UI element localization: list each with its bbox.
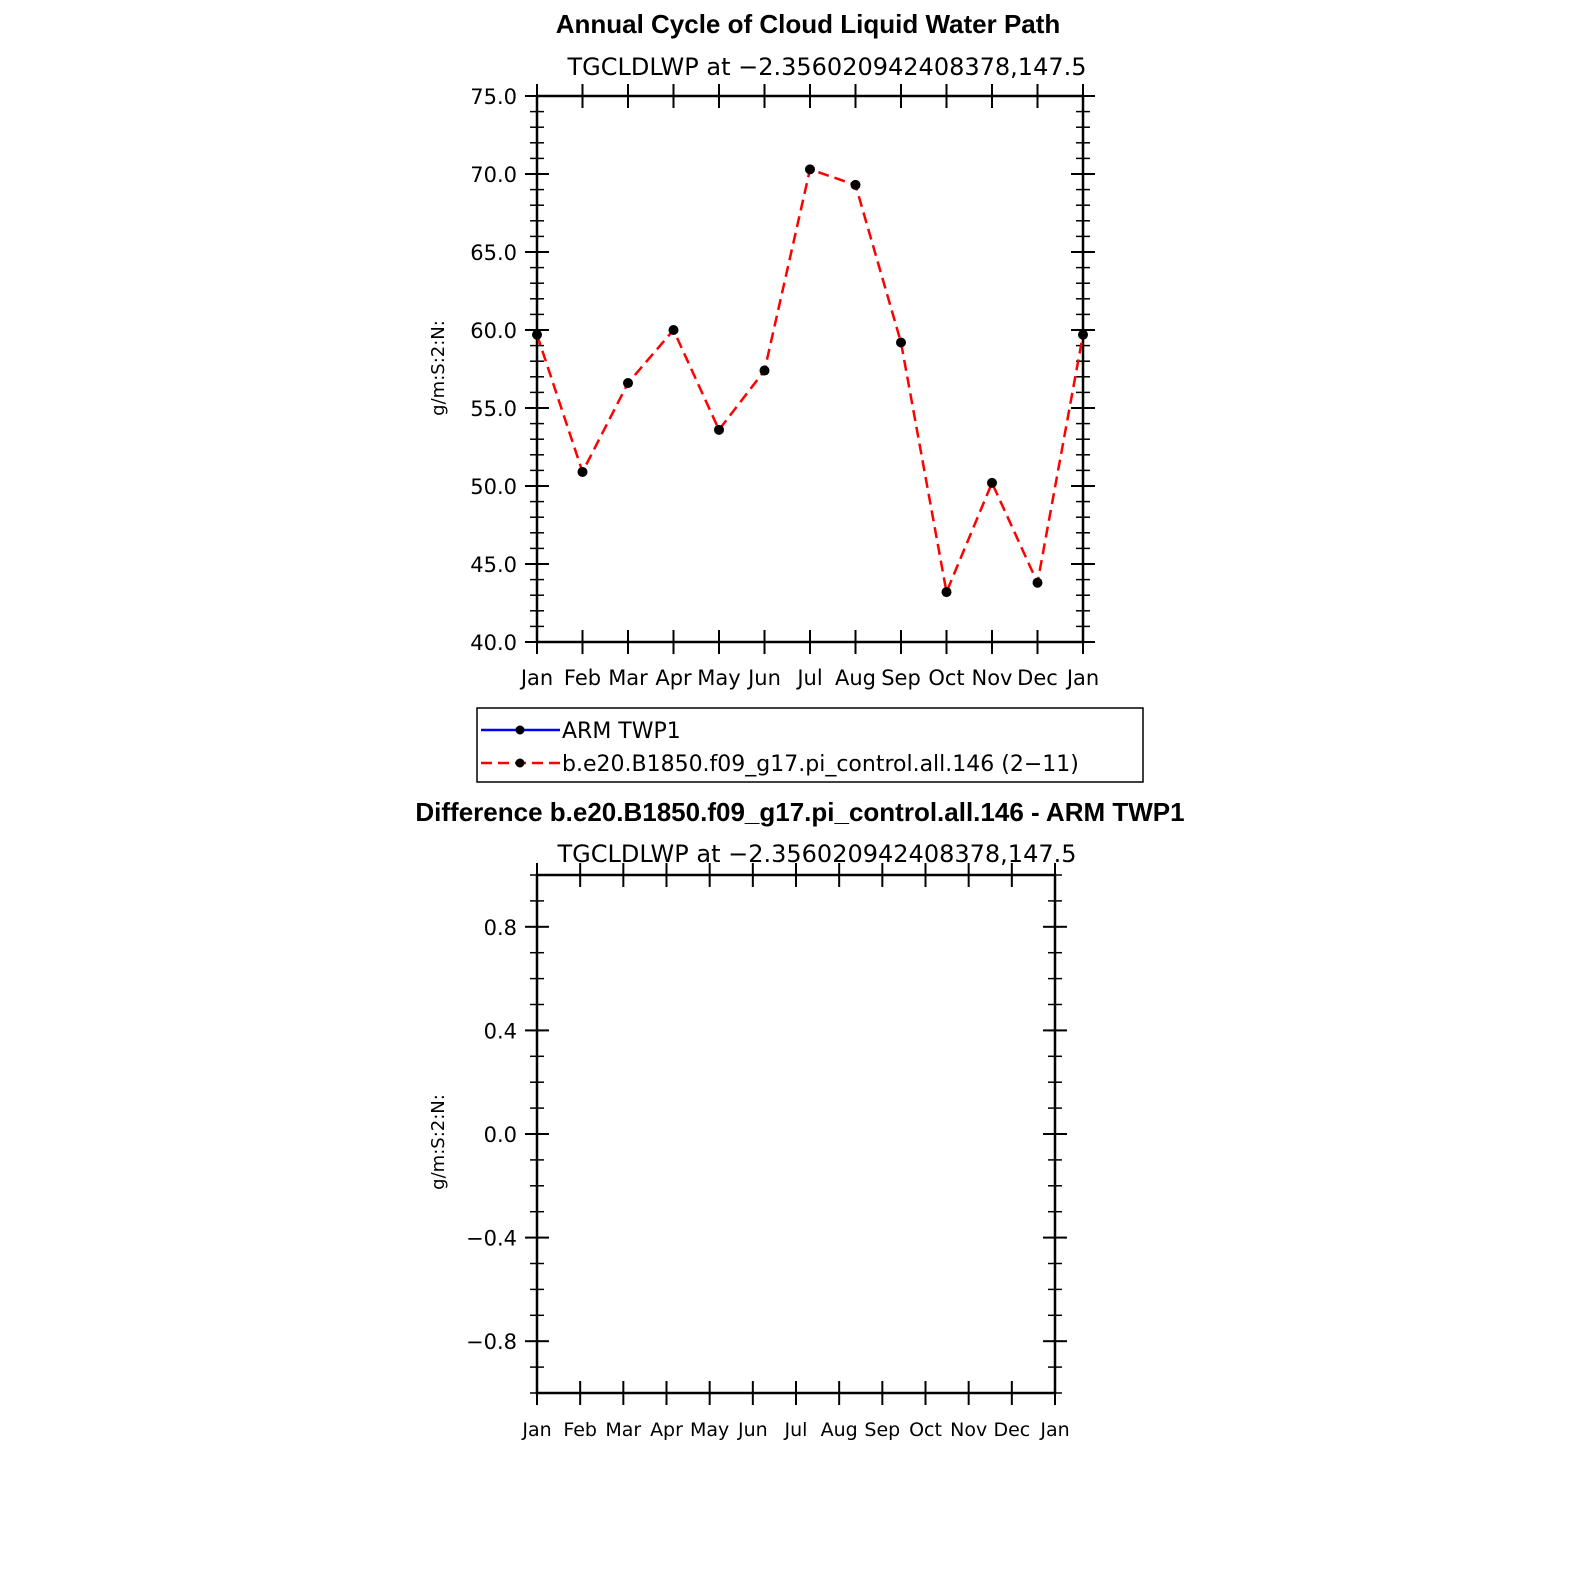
y-tick-label: 0.0 [483,1123,517,1147]
y-tick-label: 55.0 [470,397,517,421]
x-tick-label: Mar [605,1419,642,1441]
x-tick-label: Mar [608,666,648,690]
x-tick-label: Nov [950,1419,988,1441]
y-tick-label: 50.0 [470,475,517,499]
data-point [623,378,633,388]
chart2-title: Difference b.e20.B1850.f09_g17.pi_control.all.146 - ARM TWP1 [415,797,1185,827]
x-tick-label: Jan [1040,1419,1070,1441]
data-point [851,180,861,190]
legend-label-model: b.e20.B1850.f09_g17.pi_control.all.146 (2−11) [562,752,1079,777]
x-tick-label: Oct [909,1419,942,1441]
x-tick-label: Aug [834,666,877,690]
x-tick-label: Jan [520,666,554,690]
x-tick-label: Apr [655,666,692,690]
x-tick-label: Jan [1066,666,1100,690]
x-tick-label: Jun [748,666,781,690]
x-tick-label: May [697,666,741,690]
chart1-title: Annual Cycle of Cloud Liquid Water Path [555,9,1061,39]
y-tick-label: 0.8 [483,915,517,940]
x-tick-label: Feb [563,666,602,690]
legend-label-arm-twp1: ARM TWP1 [562,719,681,744]
x-tick-label: May [690,1419,730,1441]
x-tick-label: Nov [971,666,1013,690]
legend-marker-arm-twp1 [516,726,525,735]
data-point [896,337,906,347]
chart2-ylabel: g/m:S:2:N: [428,1094,449,1190]
data-point [1033,578,1043,588]
y-tick-label: 40.0 [470,631,517,655]
y-tick-label: −0.4 [466,1226,517,1251]
series-line-1 [537,169,1083,592]
data-point [805,164,815,174]
y-tick-label: 60.0 [470,319,517,343]
data-point [987,478,997,488]
plot-frame [537,875,1055,1393]
chart1-ylabel: g/m:S:2:N: [428,320,449,416]
data-point [760,366,770,376]
annual-cycle-chart [428,9,1099,690]
y-tick-label: 75.0 [470,85,517,109]
plot-frame [537,96,1083,642]
x-tick-label: Feb [563,1419,597,1441]
x-tick-label: Sep [881,666,921,690]
x-tick-label: Apr [650,1419,683,1441]
difference-chart [415,797,1184,1441]
x-tick-label: Jul [797,666,823,690]
data-point [669,325,679,335]
data-point [714,425,724,435]
x-tick-label: Aug [820,1419,858,1441]
data-point [942,587,952,597]
x-tick-label: Oct [928,666,965,690]
legend-marker-model [516,759,525,768]
y-tick-label: 70.0 [470,163,517,187]
legend [477,708,1143,782]
x-tick-label: Jun [737,1419,768,1441]
x-tick-label: Sep [864,1419,901,1441]
x-tick-label: Jul [784,1419,808,1441]
chart1-subtitle: TGCLDLWP at −2.356020942408378,147.5 [567,53,1087,81]
chart2-subtitle: TGCLDLWP at −2.356020942408378,147.5 [557,840,1077,868]
x-tick-label: Jan [522,1419,552,1441]
y-tick-label: −0.8 [466,1330,517,1355]
data-point [578,467,588,477]
data-point [1078,330,1088,340]
y-tick-label: 45.0 [470,553,517,577]
x-tick-label: Dec [993,1419,1031,1441]
y-tick-label: 0.4 [483,1019,517,1044]
data-point [532,330,542,340]
x-tick-label: Dec [1017,666,1058,690]
y-tick-label: 65.0 [470,241,517,265]
